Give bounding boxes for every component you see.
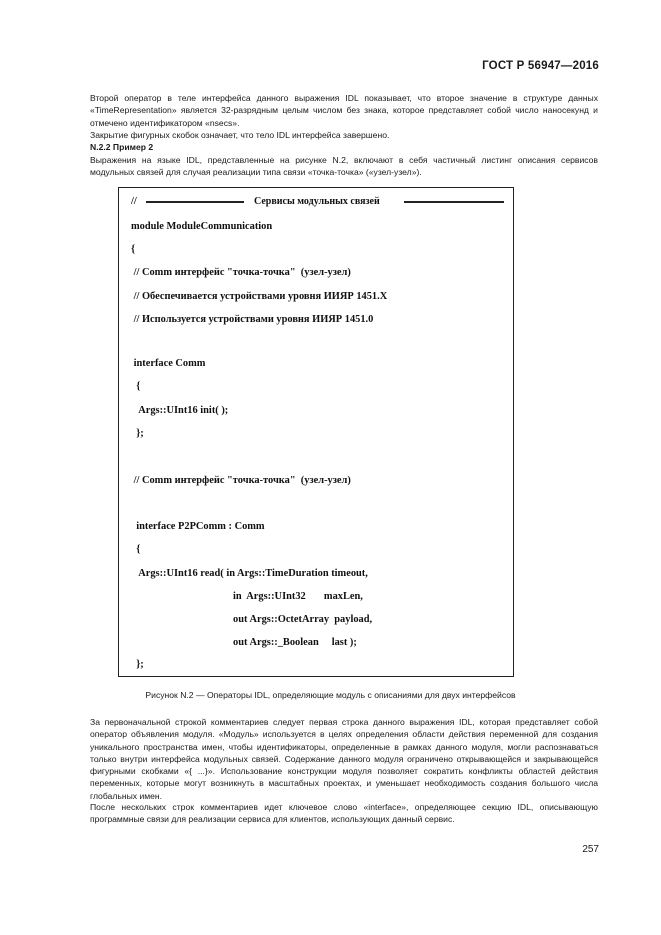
figure-title-rule-right [404,201,504,203]
figure-frame [118,187,514,677]
code-line: { [131,244,136,255]
paragraph-3: Выражения на языке IDL, представленные на рисунке N.2, включают в себя частичный листинг описания сервисов модульных связей для случая реализации типа связи «точка-точка» («узел-узел»). [90,155,598,178]
paragraph-1 [90,92,598,129]
code-line: { [131,544,141,555]
code-line: }; [131,428,144,439]
code-line: module ModuleCommunication [131,221,273,232]
code-line: out Args::OctetArray payload, [233,614,373,625]
paragraph-4 [90,716,598,802]
figure-caption: Рисунок N.2 — Операторы IDL, определяющие модуль с описаниями для двух интерфейсов [145,690,516,700]
paragraph-1-text: Второй оператор в теле интерфейса данного выражения IDL показывает, что второе значение в структуре данных «TimeRepresentation» является 32-разрядным целым числом без знака, которое представляет собой число наносекунд и отмечено идентификатором «nsecs». [90,93,598,128]
code-line: interface P2PComm : Comm [131,521,265,532]
code-line: // Обеспечивается устройствами уровня ИИЯР 1451.X [131,291,388,302]
figure-title-rule-left [146,201,244,203]
code-line: // Используется устройствами уровня ИИЯР 1451.0 [131,314,374,325]
code-line: Args::UInt16 init( ); [131,405,229,416]
page-number: 257 [582,844,599,855]
section-subheading: N.2.2 Пример 2 [90,142,154,152]
standard-header: ГОСТ Р 56947—2016 [482,60,599,72]
paragraph-5: После нескольких строк комментариев идет ключевое слово «interface», определяющее секцию IDL, описывающую программные связи для реализации сервиса для клиентов, использующих данный сервис. [90,802,598,825]
paragraph-2: Закрытие фигурных скобок означает, что тело IDL интерфейса завершено. [90,130,390,140]
code-line: // Comm интерфейс "точка-точка" (узел-узел) [131,267,351,278]
code-line: interface Comm [131,358,206,369]
figure-comment-title: Сервисы модульных связей [254,196,380,207]
code-line: in Args::UInt32 maxLen, [233,591,363,602]
figure-comment-prefix: // [131,196,137,207]
paragraph-4-text: За первоначальной строкой комментариев следует первая строка данного выражения IDL, которая представляет собой оператор объявления модуля. «Модуль» используется в целях определения области действия переменной для создания уникального пространства имен, чтобы идентификаторы, определенные в рамках данного модуля, могли распознаваться только внутри интерфейса модульных связей. Содержание данного модуля ограничено открывающейся и закрывающейся фигурными скобками «{ ...}». Использование конструкции модуля позволяет сократить конфликты областей действия переменных, которые могут возникнуть в масштабных проектах, и уменьшает необходимость создания большого числа глобальных имен. [90,717,598,801]
code-line: { [131,381,141,392]
code-line: }; [131,659,144,670]
code-line: Args::UInt16 read( in Args::TimeDuration timeout, [131,568,368,579]
code-line: out Args::_Boolean last ); [233,637,357,648]
code-line: // Comm интерфейс "точка-точка" (узел-узел) [131,475,351,486]
